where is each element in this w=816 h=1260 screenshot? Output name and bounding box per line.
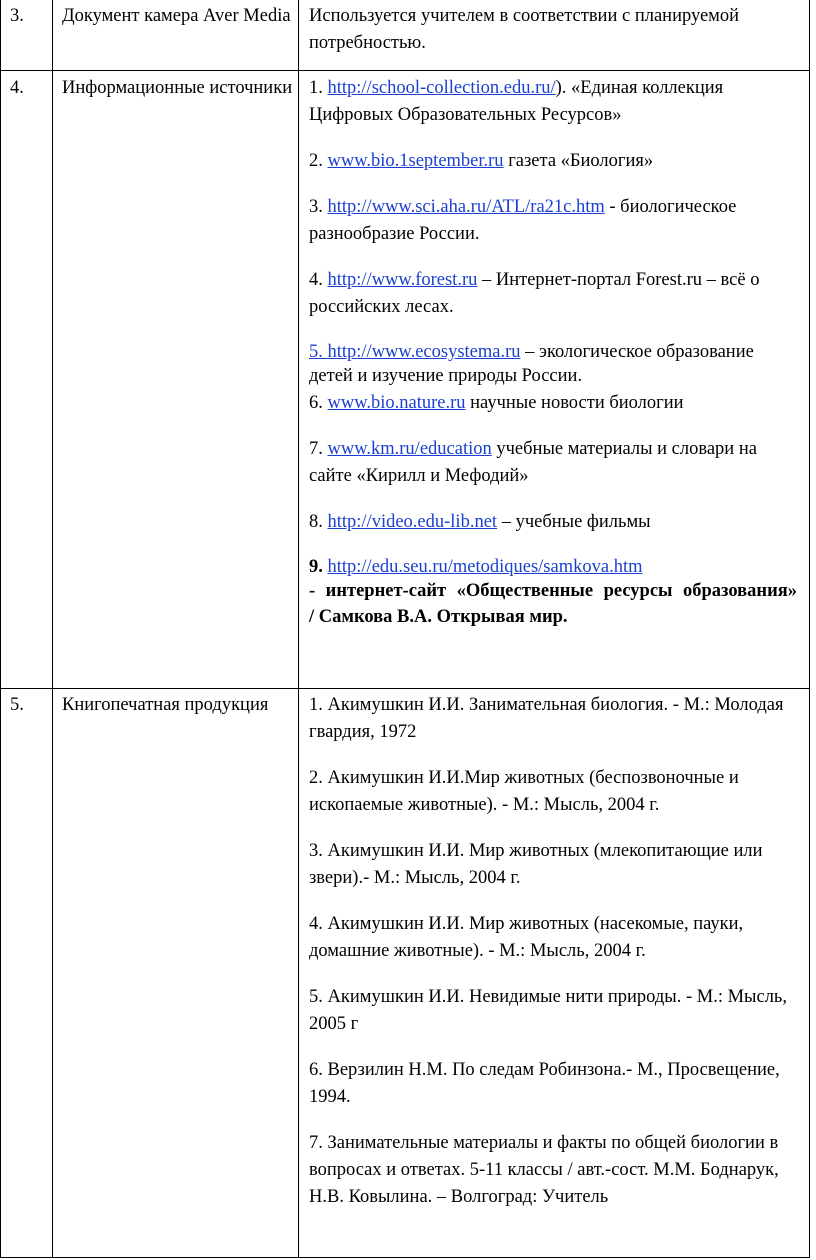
- books-list: [309, 692, 797, 1230]
- row-title: Книгопечатная продукция: [62, 695, 269, 715]
- book-item: 2. Акимушкин И.И.Мир животных (беспозвоночные и ископаемые животные). - М.: Мысль, 2004 г.: [309, 768, 739, 815]
- book-item: 4. Акимушкин И.И. Мир животных (насекомые, пауки, домашние животные). - М.: Мысль, 2004 г.: [309, 914, 744, 961]
- table-border-bottom: [0, 1257, 810, 1258]
- source-item: 3. http://www.sci.aha.ru/ATL/ra21c.htm - биологическое разнообразие России.: [309, 197, 737, 244]
- table-column-divider: [52, 0, 53, 1258]
- book-item: 6. Верзилин Н.М. По следам Робинзона.- М., Просвещение, 1994.: [309, 1060, 780, 1107]
- book-item: 1. Акимушкин И.И. Занимательная биология. - М.: Молодая гвардия, 1972: [309, 695, 784, 742]
- book-item: 3. Акимушкин И.И. Мир животных (млекопитающие или звери).- М.: Мысль, 2004 г.: [309, 841, 763, 888]
- table-row-divider: [0, 688, 810, 689]
- source-link[interactable]: 5. http://www.ecosystema.ru: [309, 342, 521, 362]
- source-item: 4. http://www.forest.ru – Интернет-портал Forest.ru – всё о российских лесах.: [309, 270, 760, 317]
- source-author: / Самкова В.А. Открывая мир.: [309, 607, 568, 627]
- table-border-left: [0, 0, 1, 1258]
- row-title: Информационные источники: [62, 78, 293, 98]
- source-link[interactable]: http://www.sci.aha.ru/ATL/ra21c.htm: [327, 197, 605, 217]
- source-link[interactable]: www.bio.1september.ru: [327, 151, 504, 171]
- source-item: 8. http://video.edu-lib.net – учебные фильмы: [309, 512, 651, 532]
- row-number: 5.: [10, 695, 24, 715]
- table-border-right: [809, 0, 810, 1258]
- source-item: 7. www.km.ru/education учебные материалы и словари на сайте «Кирилл и Мефодий»: [309, 439, 757, 486]
- row-number: 4.: [10, 78, 24, 98]
- source-link[interactable]: www.bio.nature.ru: [327, 393, 466, 413]
- source-item: 6. www.bio.nature.ru научные новости биологии: [309, 393, 684, 413]
- book-item: 5. Акимушкин И.И. Невидимые нити природы. - М.: Мысль, 2005 г: [309, 987, 787, 1034]
- book-item: 7. Занимательные материалы и факты по общей биологии в вопросах и ответах. 5-11 классы / авт.-сост. М.М. Боднарук, Н.В. Ковылина. – Волгоград: Учитель: [309, 1133, 779, 1207]
- source-link[interactable]: http://www.forest.ru: [327, 270, 478, 290]
- row-content: Используется учителем в соответствии с планируемой потребностью.: [309, 6, 740, 53]
- sources-list: [309, 75, 797, 629]
- source-description: - интернет-сайт «Общественные ресурсы образования»: [309, 581, 797, 601]
- source-link[interactable]: http://edu.seu.ru/metodiques/samkova.htm: [327, 557, 643, 577]
- row-title: Документ камера Aver Media: [62, 6, 291, 26]
- row-number: 3.: [10, 6, 24, 26]
- source-item: 1. http://school-collection.edu.ru/). «Единая коллекция Цифровых Образовательных Ресурсов»: [309, 78, 724, 125]
- source-item: 5. http://www.ecosystema.ru – экологическое образование детей и изучение природы России.: [309, 342, 754, 386]
- source-link[interactable]: http://video.edu-lib.net: [327, 512, 498, 532]
- source-item: 2. www.bio.1september.ru газета «Биология»: [309, 151, 654, 171]
- table-row-divider: [0, 70, 810, 71]
- table-column-divider: [298, 0, 299, 1258]
- source-link[interactable]: www.km.ru/education: [327, 439, 492, 459]
- source-item-bold: 9. http://edu.seu.ru/metodiques/samkova.htm - интернет-сайт «Общественные ресурсы образования» / Самкова В.А. Открывая мир.: [309, 557, 797, 627]
- source-link[interactable]: http://school-collection.edu.ru/: [327, 78, 556, 98]
